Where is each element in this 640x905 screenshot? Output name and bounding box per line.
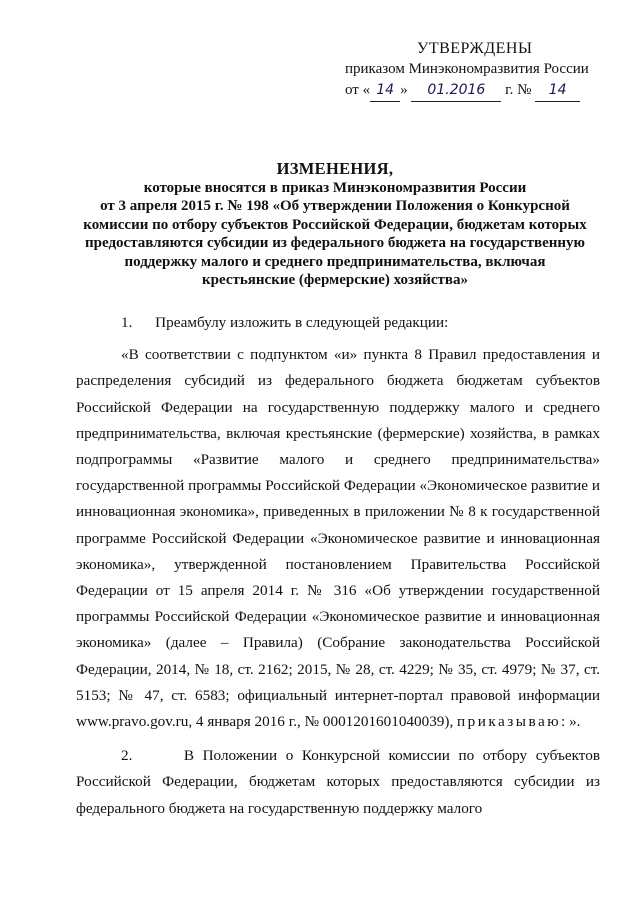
heading-line-1: которые вносятся в приказ Минэкономразвития России xyxy=(143,179,527,196)
date-close-quote: » xyxy=(400,82,408,98)
preamble-quote xyxy=(76,342,600,735)
year-number-label: г. № xyxy=(505,82,532,98)
approval-date-line xyxy=(345,80,605,102)
heading-line-2: от 3 апреля 2015 г. № 198 «Об утверждении Положения о Конкурсной xyxy=(100,198,570,214)
spaced-order-word: приказываю xyxy=(457,713,562,731)
document-heading xyxy=(70,160,600,290)
preamble-quote-end: : ». xyxy=(561,713,581,731)
handwritten-date: 01.2016 xyxy=(411,80,501,102)
heading-line-4: предоставляются субсидии из федерального бюджета на государственную xyxy=(85,235,585,251)
heading-line-5: поддержку малого и среднего предпринимательства, включая xyxy=(124,253,546,270)
date-prefix: от « xyxy=(345,82,371,98)
document-body xyxy=(76,310,600,822)
approval-stamp xyxy=(345,38,605,102)
heading-title: ИЗМЕНЕНИЯ, xyxy=(276,159,394,178)
handwritten-day: 14 xyxy=(370,80,400,102)
preamble-quote-text: «В соответствии с подпунктом «и» пункта 8 Правил предоставления и распределения субсидий из федерального бюджета бюджетам субъектов Российской Федерации на государственную поддержку малого и среднего предпринимательства, включая крестьянские (фермерские) хозяйства, в рамках подпрограммы «Развитие малого и среднего предпринимательства» государственной программы Российской Федерации «Экономическое развитие и инновационная экономика», приведенных в приложении № 8 к государственной программе Российской Федерации «Экономическое развитие и инновационная экономика», утвержденной постановлением Правительства Российской Федерации от 15 апреля 2014 г. № 316 «Об утверждении государственной программы Российской Федерации «Экономическое развитие и инновационная экономика» (далее – Правила) (Собрание законодательства Российской Федерации, 2014, № 18, ст. 2162; 2015, № 28, ст. 4229; № 35, ст. 4979; № 37, ст. 5153; № 47, ст. 6583; официальный интернет-портал правовой информации www.pravo.gov.ru, 4 января 2016 г., № 0001201601040039), xyxy=(76,346,600,731)
heading-line-3: комиссии по отбору субъектов Российской Федерации, бюджетам которых xyxy=(83,216,587,233)
approval-title: УТВЕРЖДЕНЫ xyxy=(417,40,533,57)
heading-line-6: крестьянские (фермерские) хозяйства» xyxy=(202,272,468,288)
item-1: 1. Преамбулу изложить в следующей редакции: xyxy=(121,314,449,331)
approval-order-text: приказом Минэкономразвития России xyxy=(345,61,589,77)
item-2: 2. В Положении о Конкурсной комиссии по отбору субъектов Российской Федерации, бюджетам которых предоставляются субсидии из федерального бюджета на государственную поддержку малого xyxy=(76,747,600,817)
handwritten-order-number: 14 xyxy=(535,80,580,102)
